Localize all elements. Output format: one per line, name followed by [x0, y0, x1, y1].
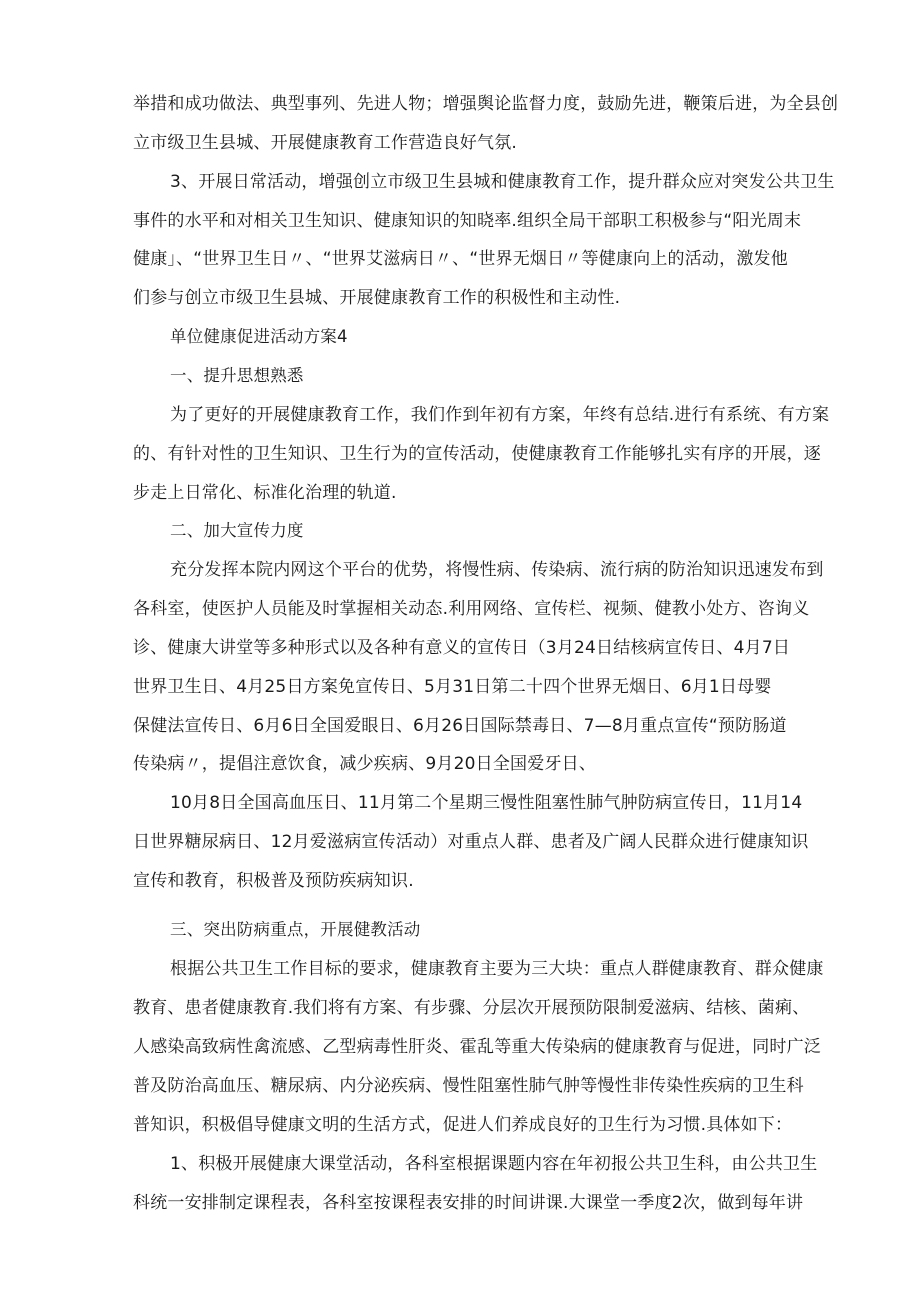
paragraph-line: 事件的水平和对相关卫生知识、健康知识的知晓率.组织全局干部职工积极参与“阳光周末 — [133, 211, 802, 231]
paragraph-line: 宣传和教育，积极普及预防疾病知识. — [133, 871, 414, 891]
section-title: 单位健康促进活动方案4 — [170, 327, 348, 346]
paragraph-line: 充分发挥本院内网这个平台的优势，将慢性病、传染病、流行病的防治知识迅速发布到 — [170, 560, 824, 580]
paragraph-line: 为了更好的开展健康教育工作，我们作到年初有方案，年终有总结.进行有系统、有方案 — [170, 405, 830, 425]
paragraph-line: 诊、健康大讲堂等多种形式以及各种有意义的宣传日（3月24日结核病宣传日、4月7日 — [133, 638, 791, 658]
section-heading: 二、加大宣传力度 — [170, 521, 304, 540]
paragraph-line: 1、积极开展健康大课堂活动，各科室根据课题内容在年初报公共卫生科，由公共卫生 — [170, 1154, 818, 1174]
section-heading: 一、提升思想熟悉 — [170, 366, 304, 385]
paragraph-line: 健康」、“世界卫生日〃、“世界艾滋病日〃、“世界无烟日〃等健康向上的活动，激发他 — [133, 249, 788, 269]
paragraph-line: 日世界糖尿病日、12月爱滋病宣传活动）对重点人群、患者及广阔人民群众进行健康知识 — [133, 832, 809, 852]
paragraph-line: 人感染高致病性禽流感、乙型病毒性肝炎、霍乱等重大传染病的健康教育与促进，同时广泛 — [133, 1037, 821, 1057]
paragraph-line: 步走上日常化、标准化治理的轨道. — [133, 483, 397, 503]
paragraph-line: 举措和成功做法、典型事列、先进人物；增强舆论监督力度，鼓励先进，鞭策后进，为全县创 — [133, 94, 839, 114]
paragraph-line: 们参与创立市级卫生县城、开展健康教育工作的积极性和主动性. — [133, 288, 621, 308]
paragraph-line: 科统一安排制定课程表，各科室按课程表安排的时间讲课.大课堂一季度2次，做到每年讲 — [133, 1193, 804, 1213]
paragraph-line: 立市级卫生县城、开展健康教育工作营造良好气氛. — [133, 133, 518, 153]
paragraph-line: 保健法宣传日、6月6日全国爱眼日、6月26日国际禁毒日、7—8月重点宣传“预防肠道 — [133, 716, 787, 736]
paragraph-line: 世界卫生日、4月25日方案免宣传日、5月31日第二十四个世界无烟日、6月1日母婴 — [133, 677, 772, 697]
paragraph-line: 普及防治高血压、糖尿病、内分泌疾病、慢性阻塞性肺气肿等慢性非传染性疾病的卫生科 — [133, 1076, 804, 1096]
paragraph-line: 传染病〃，提倡注意饮食，减少疾病、9月20日全国爱牙日、 — [133, 754, 597, 774]
paragraph-line: 教育、患者健康教育.我们将有方案、有步骤、分层次开展预防限制爱滋病、结核、菌痢、 — [133, 998, 810, 1018]
section-heading: 三、突出防病重点，开展健教活动 — [170, 920, 421, 939]
paragraph-line: 根据公共卫生工作目标的要求，健康教育主要为三大块：重点人群健康教育、群众健康 — [170, 959, 824, 979]
paragraph-line: 3、开展日常活动，增强创立市级卫生县城和健康教育工作，提升群众应对突发公共卫生 — [170, 172, 835, 192]
paragraph-line: 普知识，积极倡导健康文明的生活方式，促进人们养成良好的卫生行为习惯.具体如下： — [133, 1115, 793, 1135]
paragraph-line: 10月8日全国高血压日、11月第二个星期三慢性阻塞性肺气肿防病宣传日，11月14 — [170, 793, 803, 813]
paragraph-line: 的、有针对性的卫生知识、卫生行为的宣传活动，使健康教育工作能够扎实有序的开展，逐 — [133, 444, 821, 464]
paragraph-line: 各科室，使医护人员能及时掌握相关动态.利用网络、宣传栏、视频、健教小处方、咨询义 — [133, 599, 810, 619]
